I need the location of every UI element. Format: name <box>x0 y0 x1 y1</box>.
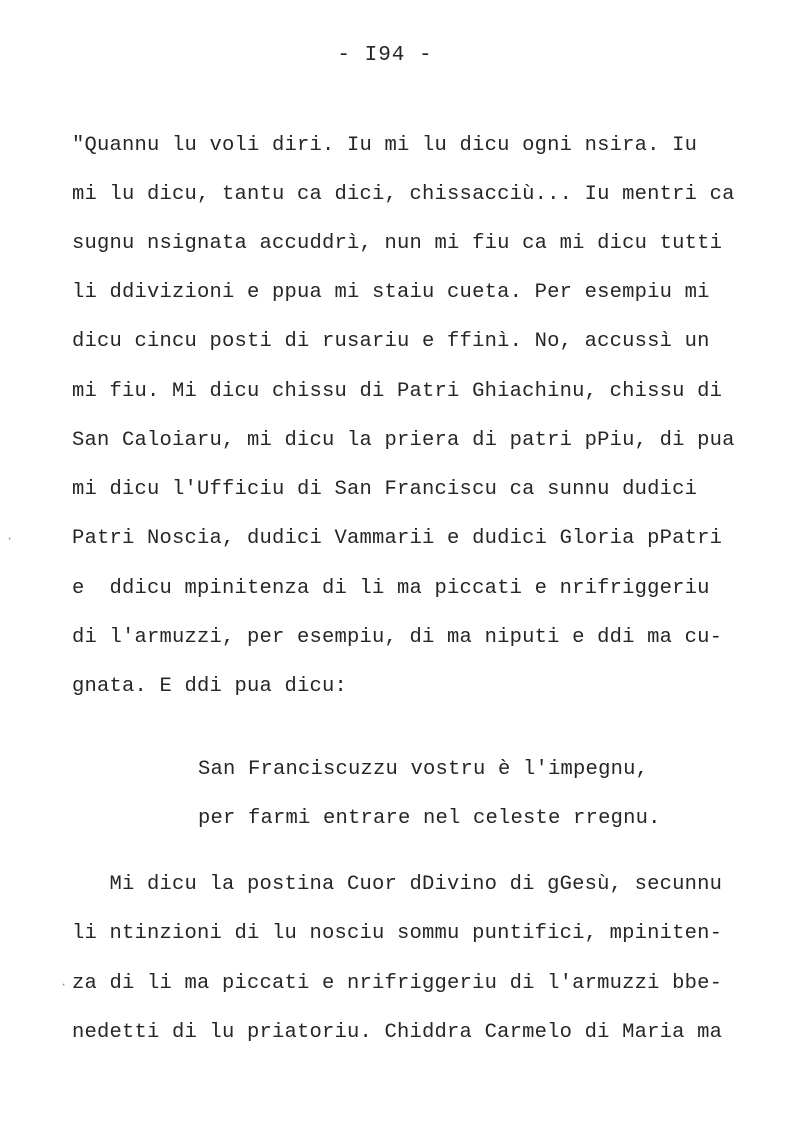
text-line: San Caloiaru, mi dicu la priera di patri pPiu, di pua <box>72 429 735 452</box>
text-line: mi lu dicu, tantu ca dici, chissacciù... Iu mentri ca <box>72 183 735 206</box>
text-line: li ddivizioni e ppua mi staiu cueta. Per esempiu mi <box>72 281 710 304</box>
text-line: "Quannu lu voli diri. Iu mi lu dicu ogni nsira. Iu <box>72 134 698 157</box>
text-line: mi dicu l'Ufficiu di San Franciscu ca sunnu dudici <box>72 478 698 501</box>
text-line: di l'armuzzi, per esempiu, di ma niputi e ddi ma cu- <box>72 626 723 649</box>
text-line: nedetti di lu priatoriu. Chiddra Carmelo di Maria ma <box>72 1021 723 1044</box>
text-line: mi fiu. Mi dicu chissu di Patri Ghiachinu, chissu di <box>72 380 723 403</box>
text-line: za di li ma piccati e nrifriggeriu di l'armuzzi bbe- <box>72 972 723 995</box>
text-line: Patri Noscia, dudici Vammarii e dudici Gloria pPatri <box>72 527 723 550</box>
text-line: Mi dicu la postina Cuor dDivino di gGesù, secunnu <box>72 873 723 896</box>
text-line: dicu cincu posti di rusariu e ffinì. No, accussì un <box>72 330 710 353</box>
text-line: sugnu nsignata accuddrì, nun mi fiu ca mi dicu tutti <box>72 232 723 255</box>
verse-line: San Franciscuzzu vostru è l'impegnu, <box>198 758 649 781</box>
scan-speck: · <box>60 978 68 992</box>
verse-line: per farmi entrare nel celeste rregnu. <box>198 807 661 830</box>
page-number: - I94 - <box>337 44 433 67</box>
text-line: gnata. E ddi pua dicu: <box>72 675 348 698</box>
scan-speck: · <box>6 532 14 546</box>
text-line: e ddicu mpinitenza di li ma piccati e nrifriggeriu <box>72 577 710 600</box>
text-line: li ntinzioni di lu nosciu sommu puntifici, mpiniten- <box>72 922 723 945</box>
